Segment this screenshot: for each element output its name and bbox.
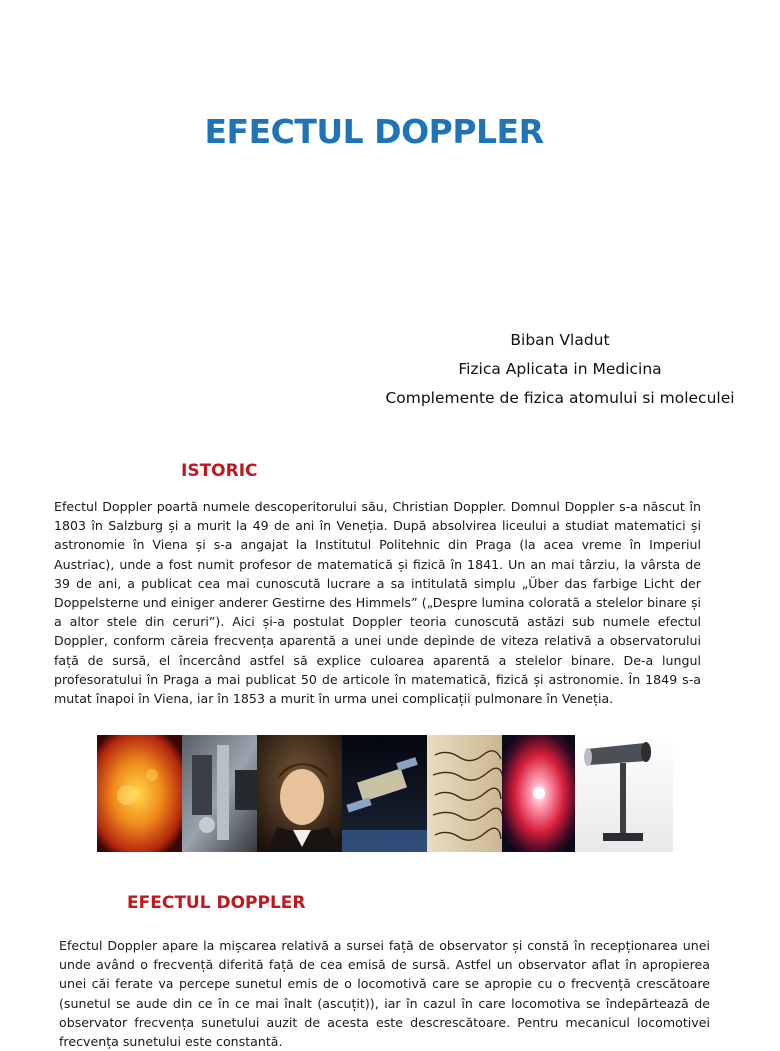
author-block <box>340 326 780 413</box>
page-title: EFECTUL DOPPLER <box>204 112 544 151</box>
author-subject: Complemente de fizica atomului si moleculei <box>385 389 735 407</box>
collage-banner-image <box>97 735 673 852</box>
section-heading-istoric: ISTORIC <box>181 461 258 481</box>
author-course: Fizica Aplicata in Medicina <box>458 360 662 378</box>
paragraph-efectul-doppler: Efectul Doppler apare la mișcarea relativă a sursei față de observator și constă în recepționarea unei unde având o frecvență diferită față de cea emisă de sursă. Astfel un observator aflat în apropierea unei căi ferate va percepe sunetul emis de o locomotivă care se apropie cu o frecvență crescătoare (sunetul se aude din ce în ce mai înalt (ascuțit)), iar în cazul în care locomotiva se îndepărtează de observator frecvența sunetului auzit de acesta este descrescătoare. Pentru mecanicul locomotivei frecvența sunetului este constantă. <box>59 938 710 1050</box>
section-heading-efectul-doppler: EFECTUL DOPPLER <box>127 893 306 913</box>
author-name: Biban Vladut <box>510 331 610 349</box>
paragraph-istoric: Efectul Doppler poartă numele descoperitorului său, Christian Doppler. Domnul Doppler s-a născut în 1803 în Salzburg și a murit la 49 de ani în Veneția. După absolvirea liceului a studiat matematici și astronomie în Viena și s-a angajat la Institutul Politehnic din Praga (la acea vreme în Imperiul Austriac), unde a fost numit profesor de matematică și fizică în 1841. Un an mai târziu, la vârsta de 39 de ani, a publicat cea mai cunoscută lucrare a sa intitulată simplu „Über das farbige Licht der Doppelsterne und einiger anderer Gestirne des Himmels” („Despre lumina colorată a stelelor binare și a altor stele din ceruri”). Aici și-a postulat Doppler teoria cunoscută astăzi sub numele efectul Doppler, conform căreia frecvența aparentă a unei unde depinde de viteza relativă a observatorului față de sursă, el încercând astfel să explice culoarea aparentă a stelelor binare. De-a lungul profesoratului în Praga a mai publicat 50 de articole în matematică, fizică și astronomie. În 1849 s-a mutat înapoi în Viena, iar în 1853 a murit în urma unei complicații pulmonare în Veneția. <box>54 499 701 707</box>
collage-illustration <box>97 735 673 852</box>
